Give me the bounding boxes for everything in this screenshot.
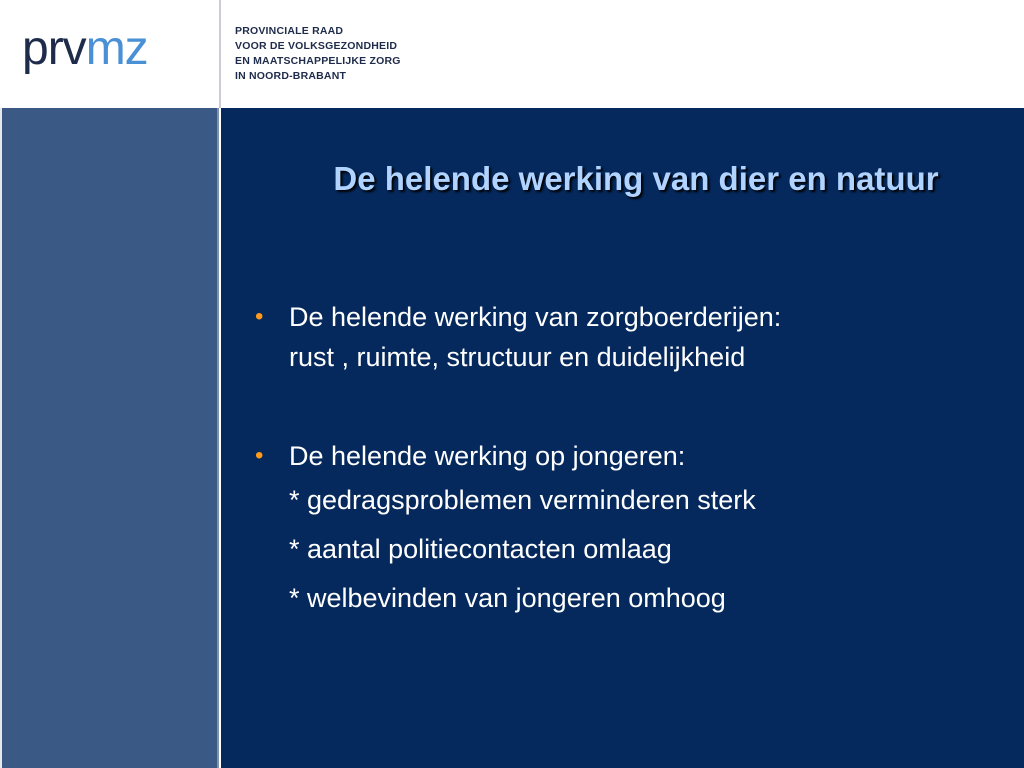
prvmz-logo xyxy=(22,26,212,76)
logo-suffix: mz xyxy=(85,26,148,75)
slide-title: De helende werking van dier en natuur xyxy=(333,160,939,197)
org-name-line: EN MAATSCHAPPELIJKE ZORG xyxy=(235,55,401,67)
header xyxy=(0,0,1024,108)
organization-name xyxy=(235,24,401,84)
bullet-text: De helende werking op jongeren: xyxy=(289,441,686,471)
org-name-line: IN NOORD-BRABANT xyxy=(235,70,347,82)
bullet-marker: • xyxy=(255,442,264,469)
sidebar-panel xyxy=(0,108,219,768)
bullet-marker: • xyxy=(255,303,264,330)
org-name-line: PROVINCIALE RAAD xyxy=(235,25,344,37)
bullet-item xyxy=(249,297,1009,377)
content-panel xyxy=(221,108,1024,768)
svg-text:prvmz xyxy=(22,26,148,75)
bullet-item xyxy=(249,436,1009,623)
sub-point: * aantal politiecontacten omlaag xyxy=(289,534,672,564)
header-divider xyxy=(219,0,221,108)
sub-point: * gedragsproblemen verminderen sterk xyxy=(289,485,756,515)
org-name-line: VOOR DE VOLKSGEZONDHEID xyxy=(235,40,398,52)
sub-point: * welbevinden van jongeren omhoog xyxy=(289,583,726,613)
logo-prefix: prv xyxy=(22,26,86,75)
bullet-text: rust , ruimte, structuur en duidelijkheid xyxy=(289,342,746,372)
bullet-text: De helende werking van zorgboerderijen: xyxy=(289,302,782,332)
bullet-list xyxy=(249,297,1009,623)
